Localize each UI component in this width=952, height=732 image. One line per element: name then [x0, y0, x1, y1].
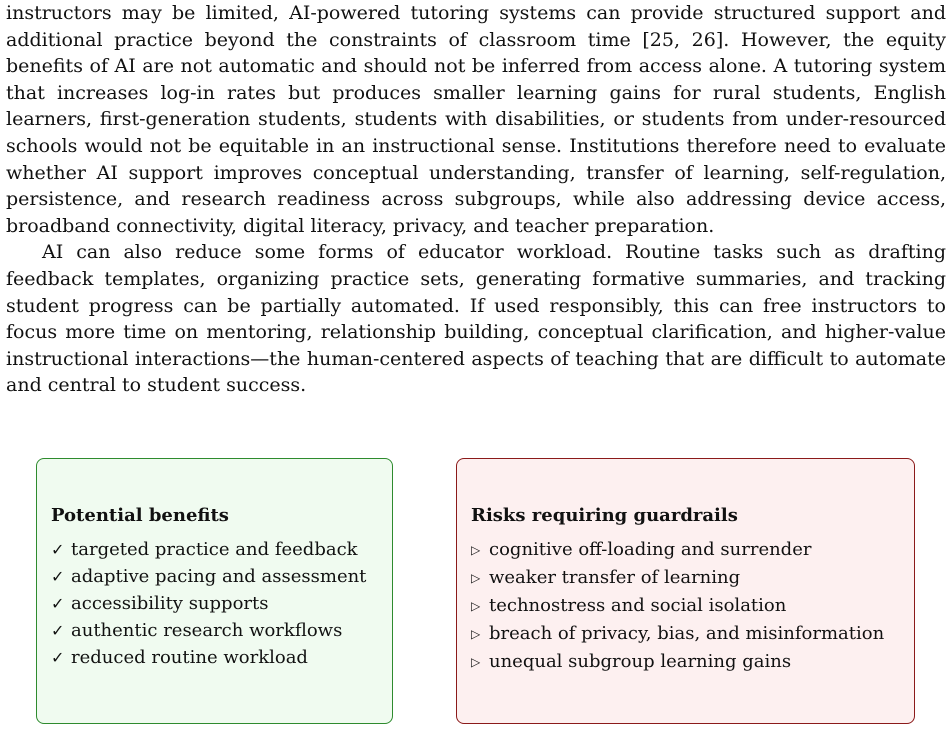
- triangle-right-icon: ▷: [471, 627, 481, 641]
- risk-text: cognitive off-loading and surrender: [489, 539, 812, 560]
- benefit-item: [51, 617, 392, 644]
- benefit-item: [51, 536, 392, 563]
- benefits-box: [36, 458, 393, 724]
- benefit-text: authentic research workflows: [71, 620, 343, 641]
- benefit-text: adaptive pacing and assessment: [71, 566, 367, 587]
- checkmark-icon: ✓: [51, 648, 65, 667]
- risk-item: [471, 648, 914, 676]
- triangle-right-icon: ▷: [471, 543, 481, 557]
- paragraph-equity: instructors may be limited, AI-powered tutoring systems can provide structured support and additional practice beyond the constraints of classroom time [25, 26]. However, the equity benefits of AI are not automatic and should not be inferred from access alone. A tutoring system that increases log-in rates but produces smaller learning gains for rural students, English learners, first-generation students, students with disabilities, or students from under-resourced schools would not be equitable in an instructional sense. Institutions therefore need to evaluate whether AI support improves conceptual understanding, transfer of learning, self-regulation, persistence, and research readiness across subgroups, while also addressing device access, broadband connectivity, digital literacy, privacy, and teacher preparation.: [6, 2, 946, 237]
- checkmark-icon: ✓: [51, 621, 65, 640]
- benefit-item: [51, 644, 392, 671]
- risk-item: [471, 620, 914, 648]
- risk-text: weaker transfer of learning: [489, 567, 741, 588]
- benefit-text: reduced routine workload: [71, 647, 308, 668]
- benefit-item: [51, 590, 392, 617]
- risks-box: [456, 458, 915, 724]
- triangle-right-icon: ▷: [471, 599, 481, 613]
- paper-body: [6, 0, 946, 399]
- risk-text: breach of privacy, bias, and misinformation: [489, 623, 885, 644]
- benefits-list: [51, 536, 392, 671]
- risks-title: Risks requiring guardrails: [471, 505, 738, 526]
- benefit-text: accessibility supports: [71, 593, 269, 614]
- triangle-right-icon: ▷: [471, 655, 481, 669]
- risk-item: [471, 592, 914, 620]
- risk-text: technostress and social isolation: [489, 595, 787, 616]
- triangle-right-icon: ▷: [471, 571, 481, 585]
- checkmark-icon: ✓: [51, 567, 65, 586]
- checkmark-icon: ✓: [51, 594, 65, 613]
- benefits-title: Potential benefits: [51, 505, 229, 526]
- paragraph-workload: AI can also reduce some forms of educator workload. Routine tasks such as drafting feedback templates, organizing practice sets, generating formative summaries, and tracking student progress can be partially automated. If used responsibly, this can free instructors to focus more time on mentoring, relationship building, conceptual clarification, and higher-value instructional interactions—the human-centered aspects of teaching that are difficult to automate and central to student success.: [6, 241, 946, 397]
- risk-text: unequal subgroup learning gains: [489, 651, 792, 672]
- checkmark-icon: ✓: [51, 540, 65, 559]
- benefit-item: [51, 563, 392, 590]
- risk-item: [471, 564, 914, 592]
- benefit-text: targeted practice and feedback: [71, 539, 358, 560]
- risks-list: [471, 536, 914, 676]
- risk-item: [471, 536, 914, 564]
